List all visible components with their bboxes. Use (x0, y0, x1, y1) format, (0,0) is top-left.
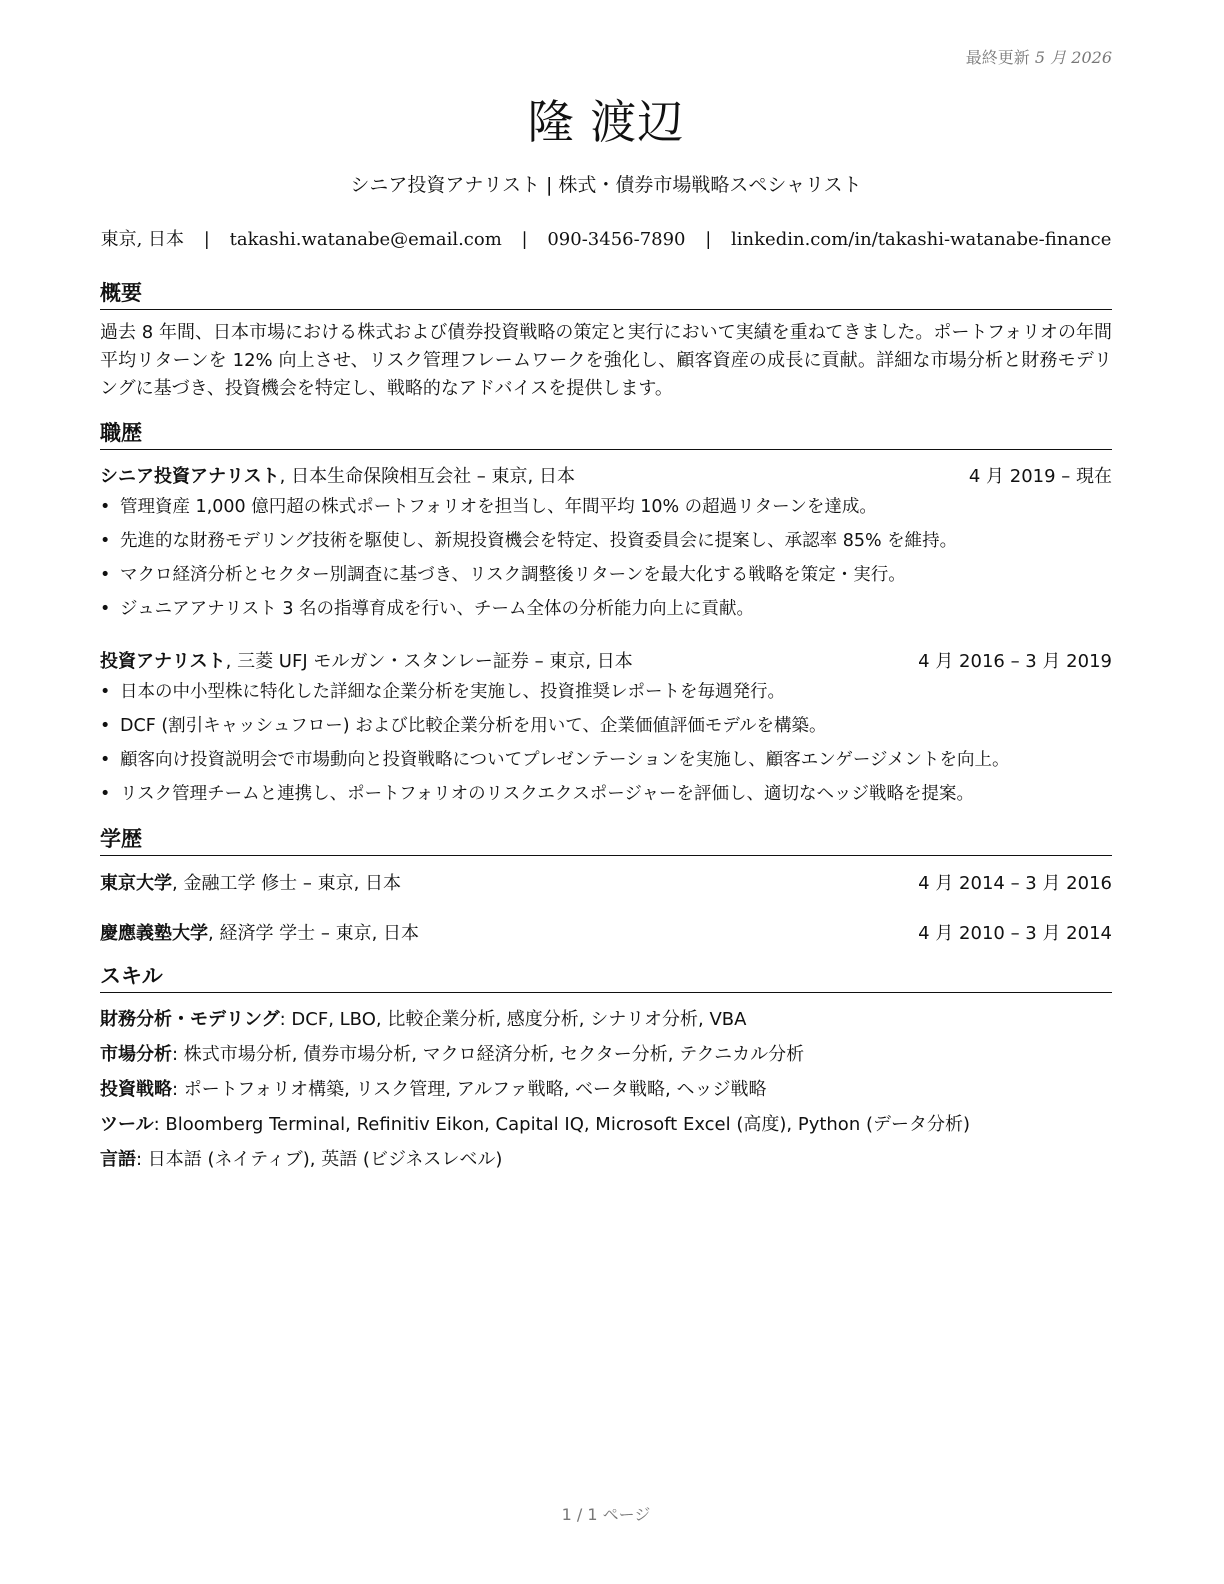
bullet-glyph: • (100, 784, 111, 804)
job-dates: 4 月 2016 – 3 月 2019 (918, 651, 1112, 672)
skill-item (100, 1110, 1112, 1136)
skill-item (100, 1040, 1112, 1066)
bullet-glyph: • (100, 531, 111, 551)
contact-separator: | (203, 229, 210, 250)
page-number: 1 / 1 ページ (561, 1505, 651, 1524)
contact-linkedin[interactable]: linkedin.com/in/takashi-watanabe-finance (731, 229, 1112, 250)
bullet-glyph: • (100, 497, 111, 517)
contact-email[interactable]: takashi.watanabe@email.com (229, 229, 502, 250)
skill-value: : ポートフォリオ構築, リスク管理, アルファ戦略, ベータ戦略, ヘッジ戦略 (172, 1079, 767, 1100)
education-detail: , 経済学 学士 – 東京, 日本 (208, 923, 420, 944)
job-header (100, 647, 1112, 673)
resume-page (100, 0, 1112, 1584)
bullet-glyph: • (100, 599, 111, 619)
skill-label: ツール (100, 1114, 154, 1135)
job-bullet (100, 527, 1112, 552)
skill-item (100, 1145, 1112, 1171)
job-header (100, 462, 1112, 488)
education-detail: , 金融工学 修士 – 東京, 日本 (172, 873, 402, 894)
candidate-name: 隆 渡辺 (527, 95, 685, 149)
job-bullet (100, 678, 1112, 703)
job-bullet (100, 746, 1112, 771)
skill-label: 言語 (100, 1149, 136, 1170)
contact-separator: | (521, 229, 528, 250)
job-dates: 4 月 2019 – 現在 (968, 466, 1112, 487)
bullet-glyph: • (100, 716, 111, 736)
education-school: 東京大学 (100, 873, 172, 894)
skill-label: 市場分析 (100, 1044, 172, 1065)
last-updated-month: 5 月 (1034, 48, 1067, 67)
job-title: 投資アナリスト (100, 651, 226, 672)
education-school: 慶應義塾大学 (100, 923, 208, 944)
education-item (100, 869, 1112, 895)
bullet-text: 管理資産 1,000 億円超の株式ポートフォリオを担当し、年間平均 10% の超過リターンを達成。 (120, 497, 877, 517)
job-bullet (100, 561, 1112, 586)
education-dates: 4 月 2014 – 3 月 2016 (918, 873, 1112, 894)
job-title: シニア投資アナリスト (100, 466, 280, 487)
bullet-glyph: • (100, 565, 111, 585)
skill-label: 財務分析・モデリング (100, 1009, 280, 1030)
skill-value: : 日本語 (ネイティブ), 英語 (ビジネスレベル) (136, 1149, 503, 1170)
section-heading-experience: 職歴 (100, 417, 1112, 450)
summary-text: 過去 8 年間、日本市場における株式および債券投資戦略の策定と実行において実績を重ねてきました。ポートフォリオの年間平均リターンを 12% 向上させ、リスク管理フレームワークを強化し、顧客資産の成長に貢献。詳細な市場分析と財務モデリングに基づき、投資機会を特定し、戦略的なアドバイスを提供します。 (100, 322, 1112, 399)
skill-value: : DCF, LBO, 比較企業分析, 感度分析, シナリオ分析, VBA (279, 1009, 747, 1030)
section-heading-education: 学歴 (100, 823, 1112, 856)
contact-phone[interactable]: 090-3456-7890 (547, 229, 686, 250)
skill-item (100, 1005, 1112, 1031)
job-bullet (100, 712, 1112, 737)
skill-label: 投資戦略 (100, 1079, 172, 1100)
bullet-text: 顧客向け投資説明会で市場動向と投資戦略についてプレゼンテーションを実施し、顧客エンゲージメントを向上。 (120, 750, 1010, 770)
bullet-text: 先進的な財務モデリング技術を駆使し、新規投資機会を特定、投資委員会に提案し、承認率 85% を維持。 (120, 531, 958, 551)
section-heading-summary: 概要 (100, 277, 1112, 310)
last-updated-year: 2026 (1071, 48, 1112, 67)
skill-value: : Bloomberg Terminal, Refinitiv Eikon, Capital IQ, Microsoft Excel (高度), Python (データ分析) (153, 1114, 970, 1135)
bullet-text: ジュニアアナリスト 3 名の指導育成を行い、チーム全体の分析能力向上に貢献。 (120, 599, 755, 619)
job-org: , 日本生命保険相互会社 – 東京, 日本 (279, 466, 575, 487)
bullet-glyph: • (100, 682, 111, 702)
candidate-headline: シニア投資アナリスト | 株式・債券市場戦略スペシャリスト (350, 174, 862, 196)
job-bullet (100, 780, 1112, 805)
last-updated-label: 最終更新 (965, 48, 1030, 67)
bullet-text: リスク管理チームと連携し、ポートフォリオのリスクエクスポージャーを評価し、適切なヘッジ戦略を提案。 (120, 784, 974, 804)
contact-separator: | (705, 229, 712, 250)
section-heading-skills: スキル (100, 960, 1112, 993)
last-updated (966, 45, 1112, 68)
bullet-text: マクロ経済分析とセクター別調査に基づき、リスク調整後リターンを最大化する戦略を策定・実行。 (120, 565, 906, 585)
job-bullet (100, 595, 1112, 620)
bullet-text: DCF (割引キャッシュフロー) および比較企業分析を用いて、企業価値評価モデルを構築。 (120, 716, 827, 736)
contact-line (100, 225, 1112, 251)
job-org: , 三菱 UFJ モルガン・スタンレー証券 – 東京, 日本 (225, 651, 633, 672)
bullet-text: 日本の中小型株に特化した詳細な企業分析を実施し、投資推奨レポートを毎週発行。 (120, 682, 785, 702)
education-item (100, 919, 1112, 945)
skill-item (100, 1075, 1112, 1101)
job-bullet (100, 493, 1112, 518)
education-dates: 4 月 2010 – 3 月 2014 (918, 923, 1112, 944)
contact-location: 東京, 日本 (100, 229, 185, 250)
bullet-glyph: • (100, 750, 111, 770)
skill-value: : 株式市場分析, 債券市場分析, マクロ経済分析, セクター分析, テクニカル分析 (172, 1044, 805, 1065)
